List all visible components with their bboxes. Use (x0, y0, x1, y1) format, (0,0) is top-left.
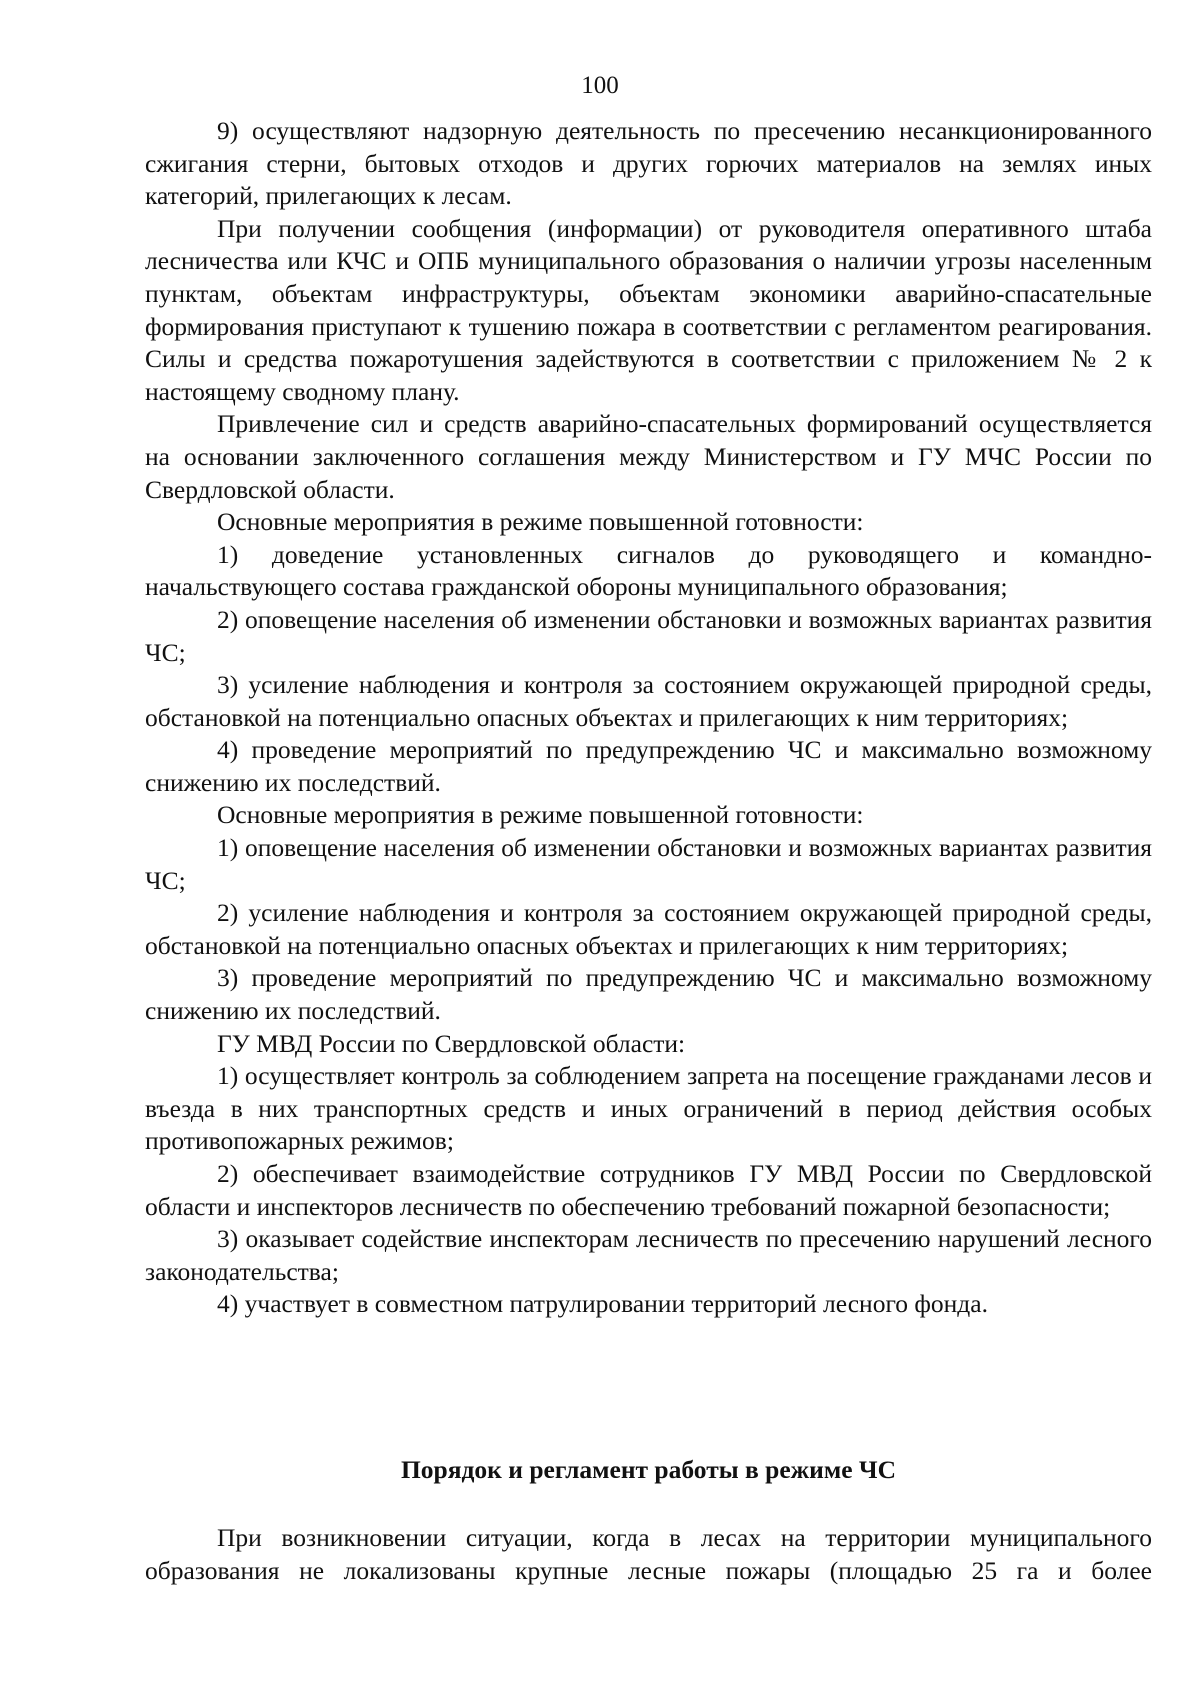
list-item: 1) оповещение населения об изменении обстановки и возможных вариантах развития ЧС; (145, 833, 1152, 895)
paragraph: При возникновении ситуации, когда в лесах на территории муниципального образования не локализованы крупные лесные пожары (площадью 25 га и более (145, 1523, 1152, 1585)
list-item: 3) оказывает содействие инспекторам лесничеств по пресечению нарушений лесного законодательства; (145, 1224, 1152, 1286)
paragraph: ГУ МВД России по Свердловской области: (217, 1028, 686, 1058)
page-number: 100 (581, 72, 619, 99)
list-item: 2) усиление наблюдения и контроля за состоянием окружающей природной среды, обстановкой на потенциально опасных объектах и прилегающих к ним территориях; (145, 898, 1152, 960)
paragraph: Основные мероприятия в режиме повышенной готовности: (217, 507, 864, 537)
list-item: 4) проведение мероприятий по предупреждению ЧС и максимально возможному снижению их последствий. (145, 735, 1152, 797)
body-text (145, 115, 1152, 1321)
section-heading: Порядок и регламент работы в режиме ЧС (400, 1455, 897, 1484)
list-item: 2) обеспечивает взаимодействие сотрудников ГУ МВД России по Свердловской области и инспекторов лесничеств по обеспечению требований пожарной безопасности; (145, 1159, 1152, 1221)
paragraph: Привлечение сил и средств аварийно-спасательных формирований осуществляется на основании заключенного соглашения между Министерством и ГУ МЧС России по Свердловской области. (145, 409, 1152, 504)
list-item: 1) доведение установленных сигналов до руководящего и командно-начальствующего состава гражданской обороны муниципального образования; (145, 539, 1152, 602)
paragraph: Основные мероприятия в режиме повышенной готовности: (217, 800, 864, 830)
list-item: 1) осуществляет контроль за соблюдением запрета на посещение гражданами лесов и въезда в них транспортных средств и иных ограничений в период действия особых противопожарных режимов; (145, 1061, 1152, 1156)
list-item: 4) участвует в совместном патрулировании территорий лесного фонда. (217, 1289, 988, 1319)
continuation-text (145, 1522, 1152, 1587)
paragraph: При получении сообщения (информации) от руководителя оперативного штаба лесничества или КЧС и ОПБ муниципального образования о наличии угрозы населенным пунктам, объектам инфраструктуры, объектам экономики аварийно-спасательные формирования приступают к тушению пожара в соответствии с регламентом реагирования. Силы и средства пожаротушения задействуются в соответствии с приложением № 2 к настоящему сводному плану. (145, 213, 1152, 406)
list-item: 2) оповещение населения об изменении обстановки и возможных вариантах развития ЧС; (145, 604, 1152, 667)
paragraph: 9) осуществляют надзорную деятельность по пресечению несанкционированного сжигания стерни, бытовых отходов и других горючих материалов на землях иных категорий, прилегающих к лесам. (145, 116, 1152, 211)
list-item: 3) усиление наблюдения и контроля за состоянием окружающей природной среды, обстановкой на потенциально опасных объектах и прилегающих к ним территориях; (145, 670, 1152, 732)
list-item: 3) проведение мероприятий по предупреждению ЧС и максимально возможному снижению их последствий. (145, 963, 1152, 1026)
